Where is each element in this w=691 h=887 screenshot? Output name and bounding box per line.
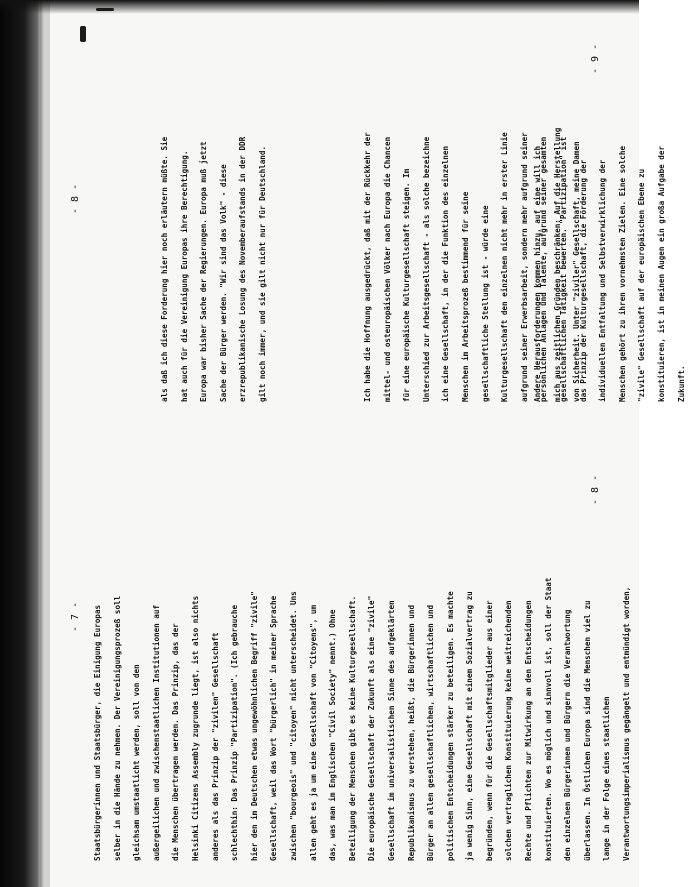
- text-line: Zukunft.: [676, 365, 686, 402]
- text-line: hat auch für die Vereinigung Europas ihre Berechtigung.: [179, 150, 189, 402]
- text-line: "zivile" Gesellschaft auf der europäischen Ebene zu: [637, 168, 647, 402]
- text-line: Rechte und Pflichten zur Mitwirkung an den Entscheidungen: [524, 600, 534, 861]
- text-line: Verantwortungsimperialismus gegängelt und entmündigt worden,: [622, 586, 632, 861]
- text-line: allen geht es ja um eine Gesellschaft von "Citoyens", um: [308, 604, 318, 861]
- binding-shadow-soft: [40, 0, 50, 887]
- text-line: mich aus zeitlichen Gründen beschränken: Auf die Herstellung: [552, 127, 562, 402]
- text-line: persönlichen Anlagen und Talente, aufgrund seiner gesamten: [539, 136, 549, 402]
- text-line: den einzelnen Bürgerinnen und Bürgern die Verantwortung: [563, 609, 573, 861]
- binding-shadow: [0, 0, 44, 887]
- text-line: ja wenig Sinn, eine Gesellschaft mit einem Sozialvertrag zu: [465, 591, 475, 861]
- right-page-paragraph-2: [358, 7, 691, 402]
- text-line: Beteiligung der Menschen gibt es keine Kulturgesellschaft.: [347, 595, 357, 861]
- text-line: hier den im Deutschen etwas ungewöhnlichen Begriff "zivile": [249, 591, 259, 861]
- page-number-left-bottom: - 8 -: [590, 474, 601, 505]
- page-number-left: - 7 -: [70, 601, 81, 632]
- right-page-paragraph-3: [528, 7, 587, 402]
- text-line: anderes als das Prinzip der "zivilen" Gesellschaft: [210, 632, 220, 861]
- text-line: selber in die Hände zu nehmen. Der Vereinigungsprozeß soll: [112, 595, 122, 861]
- text-line: solchen vertraglichen Konstituierung keine weitreichenden: [504, 600, 514, 861]
- text-line: für eine europäische Kulturgesellschaft steigen. Im: [402, 168, 412, 402]
- text-line: das, was man im Englischen "Civil Society" nennt.) Ohne: [328, 609, 338, 861]
- text-line: das Prinzip der Kulturgesellschaft, die Förderung der: [578, 159, 588, 402]
- text-line: erzrepublikanische Losung des Novemberaufstands in der DDR: [238, 136, 248, 402]
- text-line: politischen Entscheidungen stärker zu beteiligen. Es machte: [445, 591, 455, 861]
- text-line: von Sicherheit. Unter "ziviler" Gesellschaft, meine Damen: [572, 141, 582, 402]
- text-line: gesellschaftliche Stellung ist - würde eine: [480, 205, 490, 402]
- text-line: Die europäische Gesellschaft der Zukunft als eine "zivile": [367, 595, 377, 861]
- text-line: zwischen "bourgeois" und "citoyen" nicht unterscheidet. Uns: [288, 591, 298, 861]
- text-line: Gesellschaft im universalistischen Sinne des aufgeklärten: [386, 600, 396, 861]
- text-line: außergeilichen und zwischenstaatlichen Institutionen auf: [151, 604, 161, 861]
- text-line: gilt noch immer, und sie gilt nicht nur für Deutschland.: [257, 145, 267, 402]
- text-line: begründen, wenn für die Gesellschaftsmitglieder aus einer: [484, 600, 494, 861]
- text-line: Ich habe die Hoffnung ausgedrückt, daß mit der Rückkehr der: [363, 132, 372, 402]
- text-line: Unterschied zur Arbeitsgesellschaft - als solche bezeichne: [421, 136, 431, 402]
- text-line: ich eine Gesellschaft, in der die Funktion des einzelnen: [441, 145, 451, 402]
- text-line: aufgrund seiner Erwerbsarbeit, sondern mehr aufgrund seiner: [519, 132, 529, 402]
- text-line: individuellen Entfaltung und Selbstverwirklichung der: [598, 159, 608, 402]
- text-line: konstituierten. Wo es möglich und sinnvoll ist, soll der Staat: [543, 577, 553, 861]
- text-line: Sache der Bürger werden. "Wir sind das Volk" - diese: [218, 164, 228, 402]
- text-line: Republikanismus zu verstehen, heißt, die Bürgerinnen und: [406, 604, 416, 861]
- text-line: überlassen. In Östlichen Europa sind die Menschen viel zu: [582, 600, 592, 861]
- text-line: Helsinki Citizens Assembly zugrunde liegt, ist also nichts: [190, 595, 200, 861]
- text-line: Menschen im Arbeitsprozeß bestimmend für seine: [460, 191, 470, 402]
- text-line: Europa war bisher Sache der Regierungen. Europa muß jetzt: [199, 141, 209, 402]
- text-line: Andere Herausforderungen kommen hinzu, auf eine will ich: [533, 145, 542, 402]
- text-line: Gesellschaft, weil das Wort "bürgerlich" in meiner Sprache: [269, 595, 279, 861]
- scan-smudge: [80, 26, 86, 42]
- text-line: Staatsbürgerinnen und Staatsbürger, die Einigung Europas: [93, 604, 102, 861]
- text-line: gleichsam umstaatlicht werden, soll von den: [132, 664, 142, 861]
- left-page-body: [88, 341, 637, 861]
- text-line: mittel- und osteuropäischen Völker nach Europa die Chancen: [382, 136, 392, 402]
- text-line: die Menschen übertragen werden. Das Prinzip, das der: [171, 623, 181, 861]
- page-number-right: - 8 -: [70, 183, 81, 214]
- text-line: Menschen gehört zu ihren vornehmsten Zielen. Eine solche: [617, 145, 627, 402]
- text-line: Kulturgesellschaft den einzelnen nicht mehr in erster Linie: [500, 132, 510, 402]
- text-line: gesellschaftlichen Tätigkeit bewerten. "Partizipation" ist: [558, 136, 568, 402]
- scan-smudge: [96, 8, 114, 11]
- text-line: konstituieren, ist in meinen Augen ein großa Aufgabe der: [656, 145, 666, 402]
- text-line: Bürger an allen gesellschaftlichen, wirtschaftlichen und: [426, 604, 436, 861]
- text-line: als daß ich diese Forderung hier noch erläutern müßte. Sie: [160, 136, 169, 402]
- text-line: lange in der Folge eines staatlichen: [602, 696, 612, 861]
- right-page-paragraph-1: [155, 7, 273, 402]
- page-number-right-corner: - 9 -: [590, 43, 601, 74]
- text-line: schlechthin: Das Prinzip "Partizipation". (Ich gebrauche: [230, 604, 240, 861]
